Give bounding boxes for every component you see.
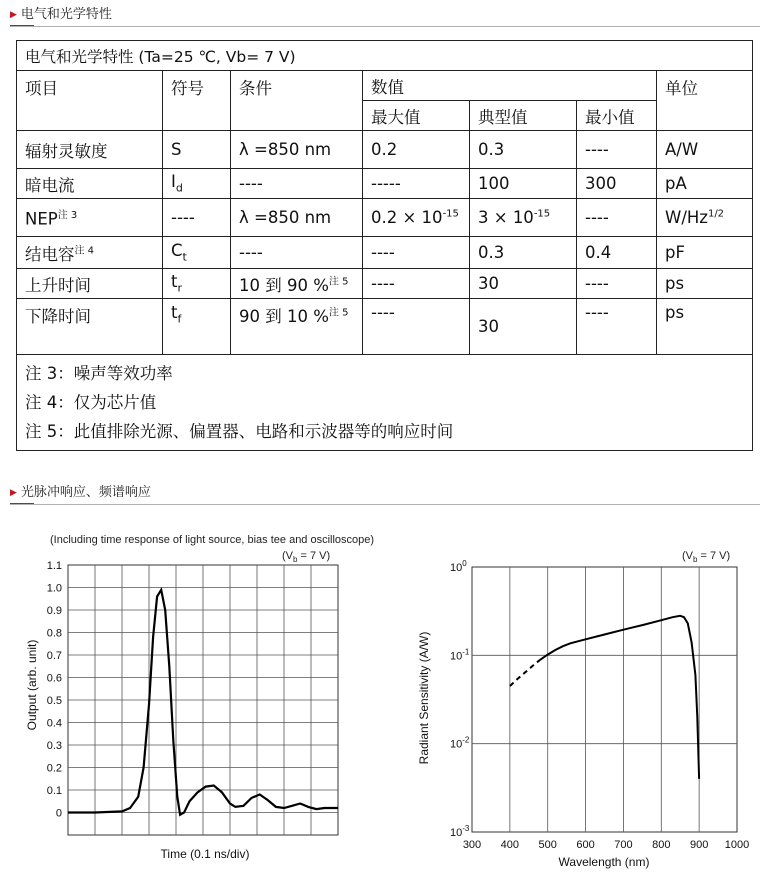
- triangle-bullet-icon: ▶: [10, 10, 17, 20]
- x-axis-label: Wavelength (nm): [558, 855, 650, 869]
- table-notes-row: [17, 355, 753, 451]
- cell-unit: ps: [657, 299, 753, 355]
- cell-item: 下降时间: [17, 299, 163, 355]
- y-tick-label: 0.4: [46, 717, 62, 730]
- header-symbol: 符号: [163, 71, 231, 131]
- pulse-response-chart: [0, 520, 410, 870]
- cell-min: 300: [577, 169, 657, 199]
- cell-max: $0.2 \times 10^{-15}$: [363, 199, 470, 237]
- y-tick-label: $10^0$: [450, 559, 467, 574]
- table-caption: 电气和光学特性 (Ta=25 ℃, Vb= 7 V): [17, 41, 753, 71]
- table-row: [17, 237, 753, 269]
- cell-max: -----: [363, 169, 470, 199]
- spectral-response-chart: [410, 520, 760, 870]
- note-5: 注 5：此值排除光源、偏置器、电路和示波器等的响应时间: [25, 422, 454, 441]
- y-tick-label: $10^{-2}$: [450, 735, 470, 751]
- y-tick-label: 0.7: [46, 650, 62, 662]
- section-divider-grey: [10, 26, 760, 27]
- cell-item: 上升时间: [17, 269, 163, 299]
- header-min: 最小值: [577, 101, 657, 131]
- chart-y-ticks: [47, 560, 62, 820]
- table-row: [17, 269, 753, 299]
- spec-table: [16, 40, 753, 451]
- extrapolated-line: [510, 660, 540, 686]
- table-notes: [17, 355, 753, 451]
- y-tick-label: 0.2: [46, 762, 62, 775]
- cell-item: 结电容$^{注 4}$: [17, 237, 163, 269]
- section-heading-electrical: ▶ 电气和光学特性: [10, 7, 112, 22]
- cell-typ: $3 \times 10^{-15}$: [470, 199, 577, 237]
- cell-item: 暗电流: [17, 169, 163, 199]
- y-tick-label: 0.1: [46, 785, 62, 797]
- cell-symbol: $t_r$: [163, 269, 231, 299]
- cell-condition: 10 到 90 %$^{注 5}$: [231, 269, 363, 299]
- section-divider-grey: [10, 504, 760, 505]
- y-axis-label: Radiant Sensitivity (A/W): [417, 631, 431, 765]
- y-tick-label: 1.1: [46, 560, 62, 572]
- cell-typ: 0.3: [470, 131, 577, 169]
- cell-min: ----: [577, 199, 657, 237]
- sensitivity-line: [540, 616, 699, 779]
- table-row: [17, 169, 753, 199]
- table-row: [17, 131, 753, 169]
- y-tick-label: 0.5: [46, 695, 62, 707]
- y-axis-label: Output (arb. unit): [25, 639, 39, 731]
- x-tick-label: 500: [538, 839, 557, 851]
- cell-max: 0.2: [363, 131, 470, 169]
- section-heading-response: ▶ 光脉冲响应、频谱响应: [10, 485, 151, 500]
- x-tick-label: 800: [652, 839, 671, 851]
- y-tick-label: 0: [55, 807, 62, 820]
- header-max: 最大值: [363, 101, 470, 131]
- cell-unit: ps: [657, 269, 753, 299]
- y-tick-label: 1.0: [46, 582, 62, 595]
- cell-condition: ----: [231, 169, 363, 199]
- chart-legend-note: ($V_b = 7$ V): [682, 550, 731, 564]
- cell-condition: 90 到 10 %$^{注 5}$: [231, 299, 363, 355]
- cell-symbol: $C_t$: [163, 237, 231, 269]
- chart-title: (Including time response of light source, bias tee and oscilloscope): [50, 534, 375, 546]
- header-condition: 条件: [231, 71, 363, 131]
- cell-symbol: $t_f$: [163, 299, 231, 355]
- header-unit: 单位: [657, 71, 753, 131]
- cell-max: ----: [363, 299, 470, 355]
- cell-typ: 0.3: [470, 237, 577, 269]
- table-row: [17, 199, 753, 237]
- cell-typ: 30: [470, 299, 577, 355]
- chart-legend-note: ($V_b = 7$ V): [282, 550, 331, 564]
- cell-item: $NEP^{注 3}$: [17, 199, 163, 237]
- x-tick-label: 900: [689, 839, 709, 851]
- x-axis-label: Time (0.1 ns/div): [160, 847, 250, 861]
- y-tick-label: 0.9: [46, 605, 62, 617]
- chart-ticks: [450, 559, 749, 851]
- triangle-bullet-icon: ▶: [10, 488, 17, 498]
- y-tick-label: 0.8: [46, 627, 62, 640]
- y-tick-label: 0.3: [46, 740, 62, 752]
- header-value: 数值: [363, 71, 657, 101]
- note-3: 注 3：噪声等效功率: [25, 364, 173, 383]
- cell-item: 辐射灵敏度: [17, 131, 163, 169]
- cell-symbol: S: [163, 131, 231, 169]
- cell-max: ----: [363, 269, 470, 299]
- cell-min: 0.4: [577, 237, 657, 269]
- cell-unit: A/W: [657, 131, 753, 169]
- cell-unit: pF: [657, 237, 753, 269]
- cell-max: ----: [363, 237, 470, 269]
- cell-unit: $W/Hz^{1/2}$: [657, 199, 753, 237]
- cell-symbol: $I_d$: [163, 169, 231, 199]
- cell-min: ----: [577, 299, 657, 355]
- cell-min: ----: [577, 269, 657, 299]
- y-tick-label: $10^{-3}$: [450, 824, 470, 839]
- x-tick-label: 700: [614, 839, 633, 851]
- y-tick-label: 0.6: [46, 672, 62, 685]
- cell-min: ----: [577, 131, 657, 169]
- x-tick-label: 400: [500, 839, 520, 851]
- x-tick-label: 300: [462, 839, 482, 851]
- table-row: [17, 299, 753, 355]
- x-tick-label: 600: [576, 839, 595, 851]
- cell-typ: 30: [470, 269, 577, 299]
- cell-condition: λ =850 nm: [231, 131, 363, 169]
- note-4: 注 4：仅为芯片值: [25, 393, 157, 412]
- cell-condition: ----: [231, 237, 363, 269]
- cell-condition: λ =850 nm: [231, 199, 363, 237]
- cell-unit: pA: [657, 169, 753, 199]
- y-tick-label: $10^{-1}$: [450, 647, 470, 663]
- header-typ: 典型值: [470, 101, 577, 131]
- header-item: 项目: [17, 71, 163, 131]
- x-tick-label: 1000: [724, 839, 750, 851]
- chart-grid: [68, 565, 338, 835]
- cell-typ: 100: [470, 169, 577, 199]
- cell-symbol: ----: [163, 199, 231, 237]
